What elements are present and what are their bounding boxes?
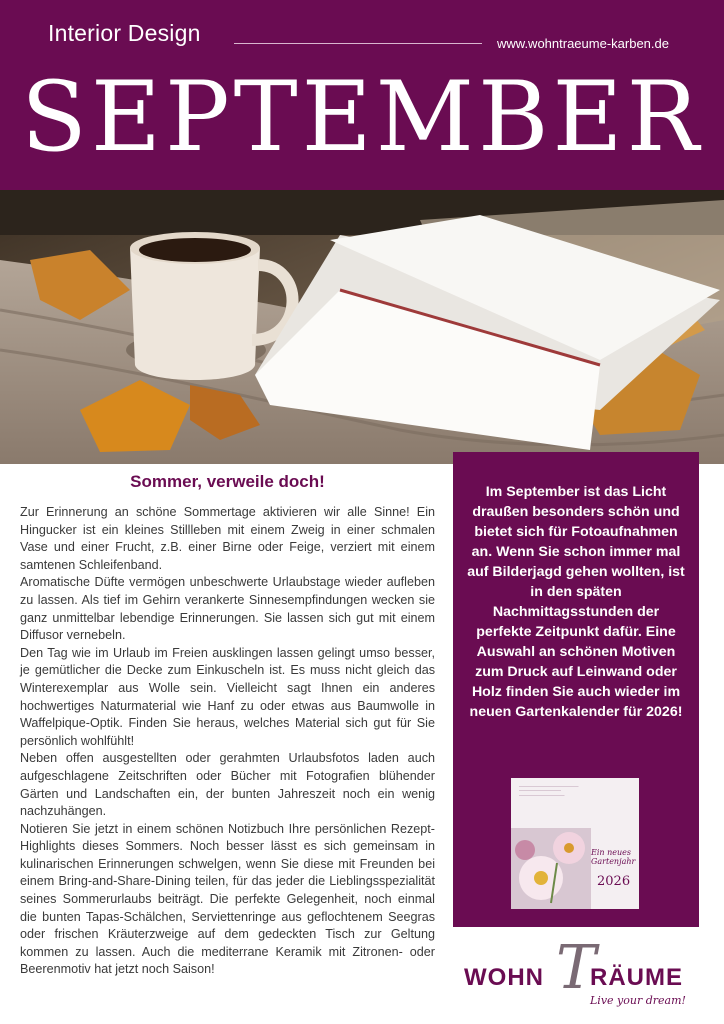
calendar-script-title: Ein neues Gartenjahr — [591, 848, 636, 866]
article-body — [20, 504, 435, 979]
article — [20, 472, 435, 979]
calendar-cover-image[interactable] — [511, 778, 639, 909]
article-paragraph: Notieren Sie jetzt in einem schönen Notizbuch Ihre persönlichen Rezept-Highlights dieses Sommers. Noch besser lässt es sich gemeinsam in kulinarischen Erinnerungen schwelgen, wenn Sie diese mit Freunden bei einem Bring-and-Share-Dining teilen, für das jeder die Lieblingsspezialität seines Sommerurlaubs beiträgt. Die perfekte Gelegenheit, noch einmal die bunten Tapas-Schälchen, Serviettenringe aus geflochtenem Seegras oder frischen Kräuterzweige auf dem gedeckten Tisch zur Geltung kommen zu lassen. Auch die mediterrane Keramik mit Zitronen- oder Beerenmotiv hat jetzt noch Saison! — [20, 821, 435, 977]
logo-raeume: RÄUME — [590, 964, 683, 991]
month-title: SEPTEMBER — [21, 61, 703, 173]
website-link[interactable]: www.wohntraeume-karben.de — [497, 36, 669, 51]
sidebar-box — [453, 452, 699, 927]
logo-tagline: Live your dream! — [590, 994, 686, 1007]
article-paragraph: Den Tag wie im Urlaub im Freien ausklingen lassen gelingt umso besser, je gemütlicher die Decke zum Einkuscheln ist. Es muss nicht gleich das Winterexemplar aus Wolle sein. Vielleicht sagt Ihnen ein anderes hochwertiges Naturmaterial wie Hanf zu oder etwas aus Baumwolle in Waffelpique-Optik. Finden Sie heraus, welches Material sich gut für Sie persönlich wohlfühlt! — [20, 645, 435, 748]
calendar-flower-illustration — [511, 778, 639, 909]
calendar-fine-print: ————————————————— ———————————— ————————————— — [519, 784, 579, 797]
brand-logo[interactable] — [464, 933, 704, 1016]
calendar-year: 2026 — [597, 874, 631, 889]
article-paragraph: Neben offen ausgestellten oder gerahmten Urlaubsfotos laden auch aufgeschlagene Zeitschriften oder Bücher mit Fotografien blühender Gärten und Landschaften ein, der bunten Jahreszeit noch ein wenig nachzuhängen. — [20, 751, 435, 819]
sidebar-text: Im September ist das Licht draußen besonders schön und bietet sich für Fotoaufnahmen an. Wenn Sie schon immer mal auf Bilderjagd gehen wollten, ist in den späten Nachmittagsstunden der perfekte Zeitpunkt dafür. Eine Auswahl an schönen Motiven zum Druck auf Leinwand oder Holz finden Sie auch wieder im neuen Gartenkalender für 2026! — [467, 484, 685, 720]
article-paragraph: Zur Erinnerung an schöne Sommertage aktivieren wir alle Sinne! Ein Hingucker ist ein kleines Stillleben mit einem Zweig in einer schmalen Vase und einer Frucht, z.B. einer Birne oder Feige, verziert mit einem samtenen Schleifenband. — [20, 505, 435, 572]
header-divider — [234, 43, 482, 44]
logo-script-t: T — [556, 933, 597, 1003]
logo-wohn: WOHN — [464, 964, 544, 991]
article-subhead: Sommer, verweile doch! — [130, 472, 325, 491]
section-kicker: Interior Design — [48, 20, 201, 46]
header-band — [0, 0, 724, 190]
article-paragraph: Aromatische Düfte vermögen unbeschwerte Urlaubstage wieder aufleben zu lassen. Als tief im Gehirn verankerte Sinnesempfindungen wecken sie ganz unmittelbar lebendige Erinnerungen. Sie lassen sich gut mit einem Diffusor vernebeln. — [20, 575, 435, 643]
hero-photo-illustration — [0, 190, 724, 464]
hero-photo — [0, 190, 724, 464]
